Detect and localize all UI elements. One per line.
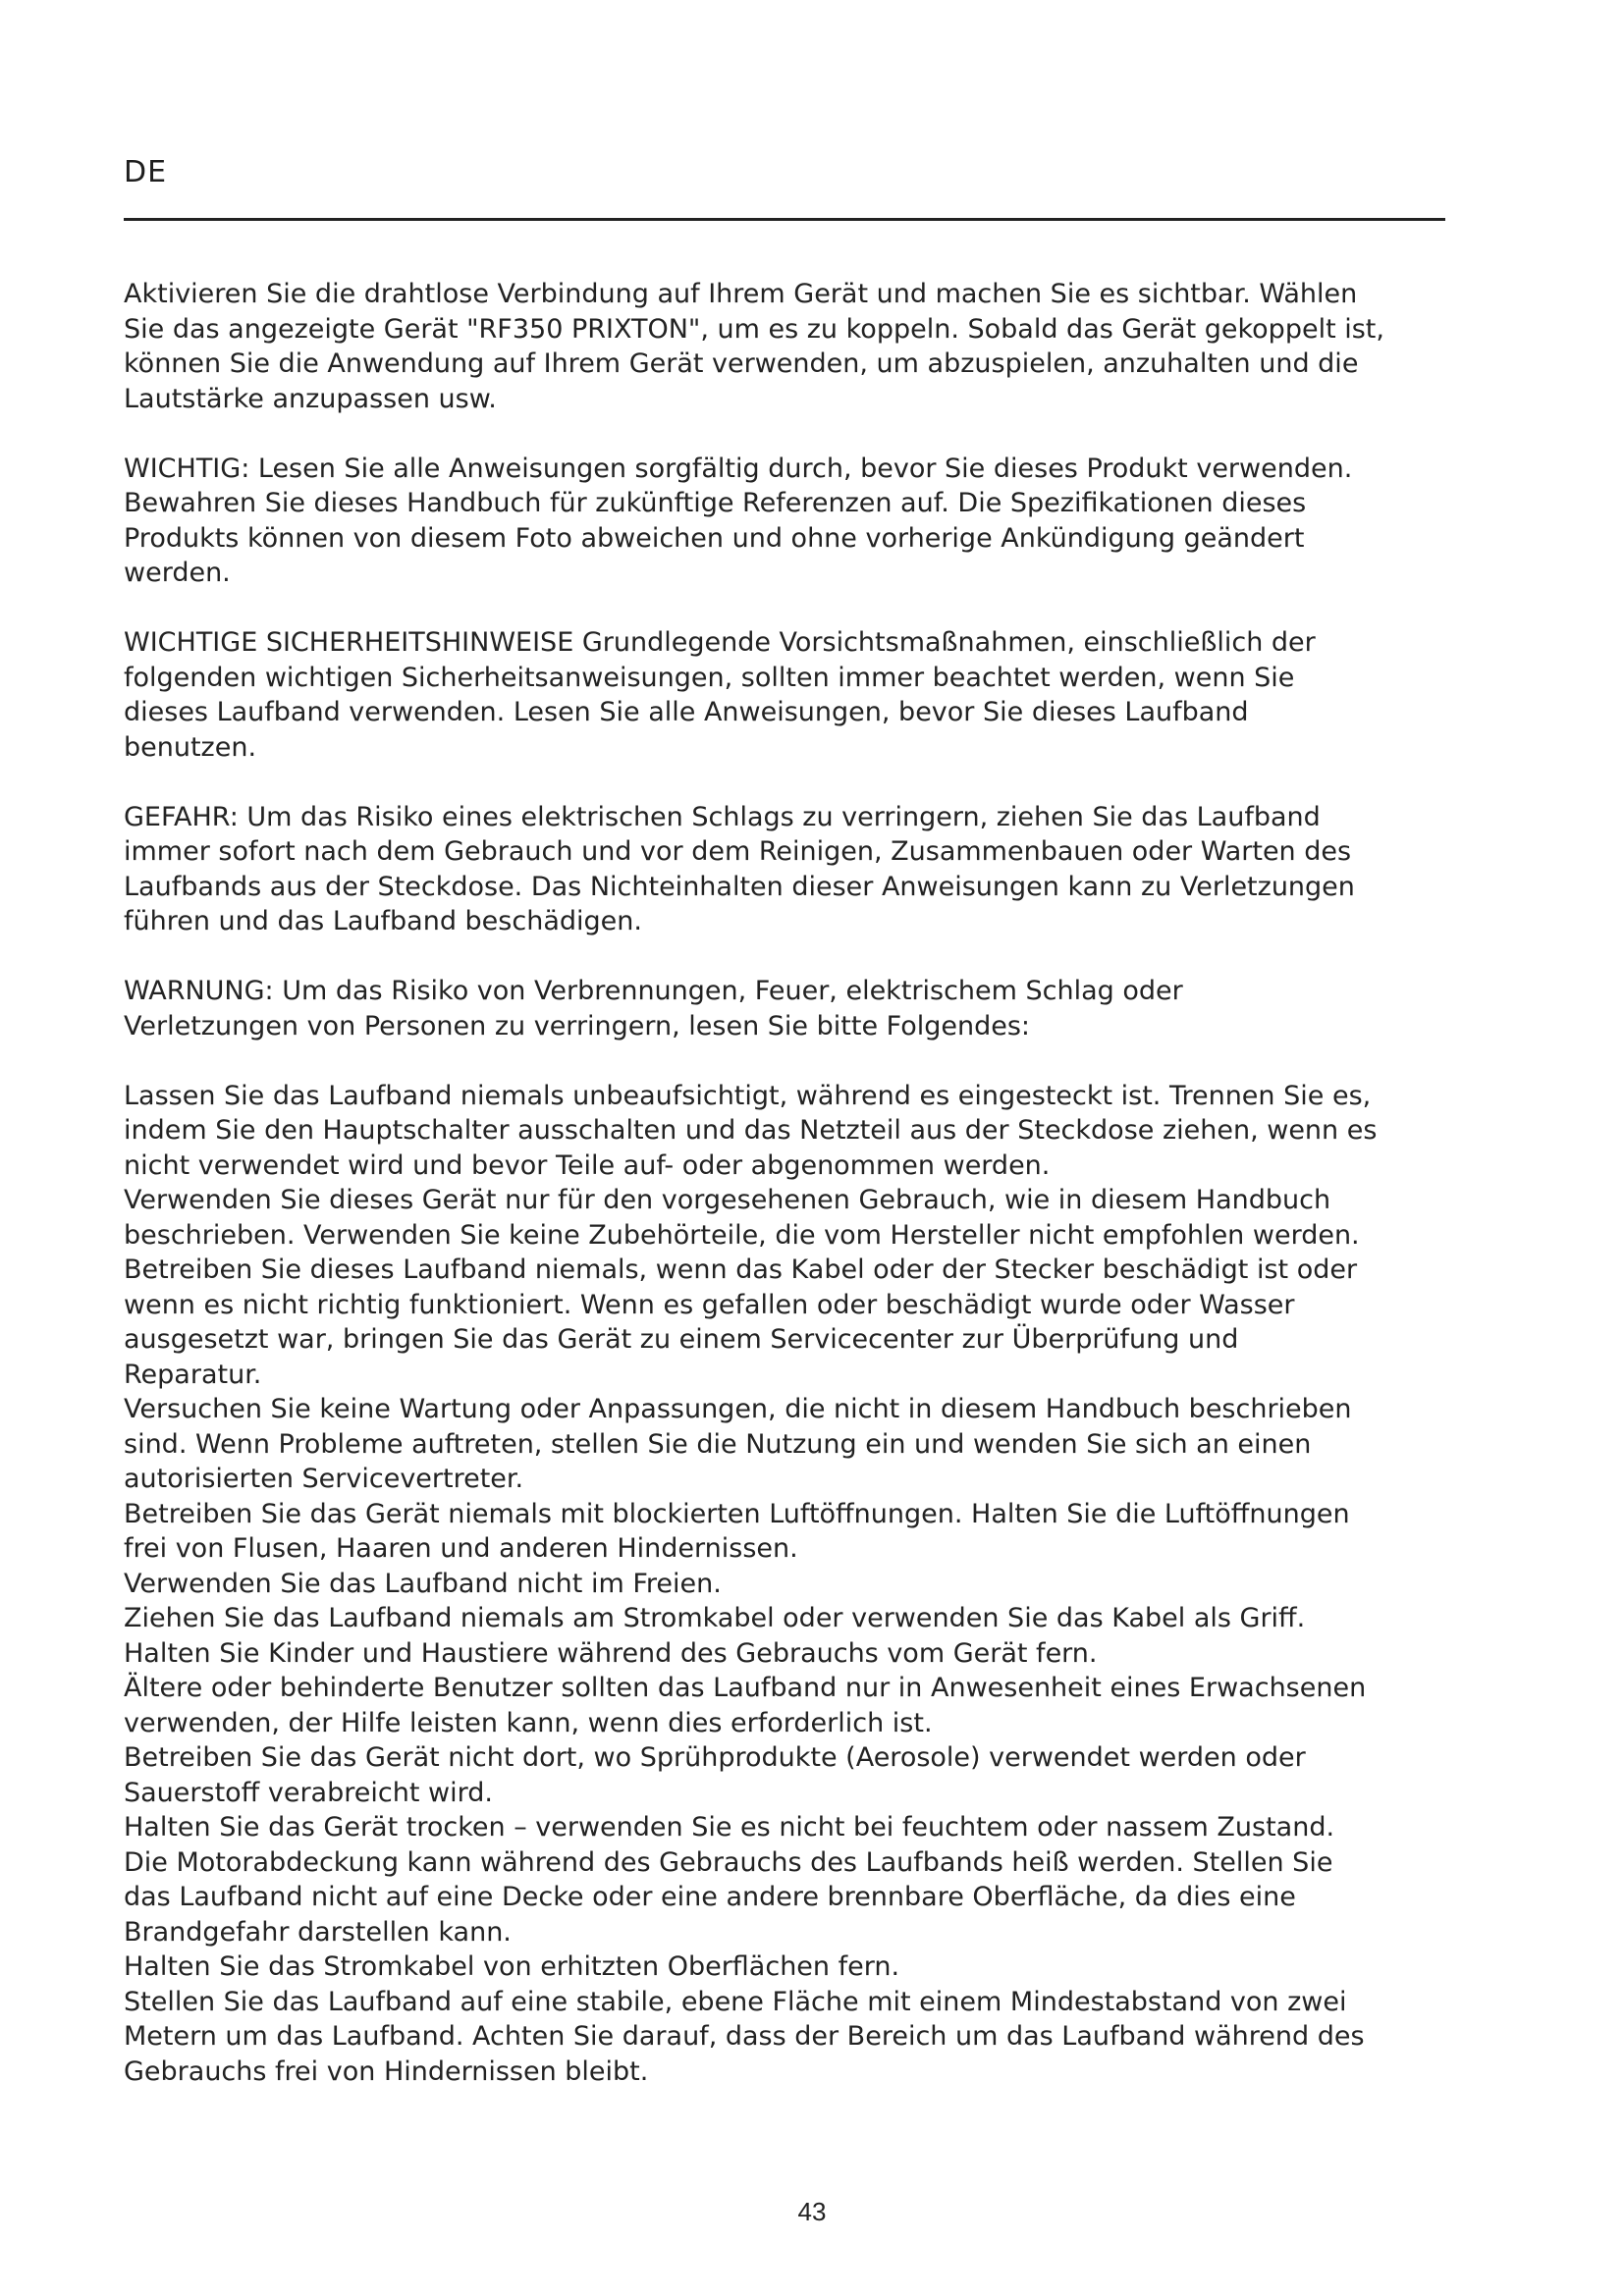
list-item [124,1740,1522,1810]
list-item [124,1079,1522,1184]
list-item [124,1497,1522,1567]
list-item [124,1392,1522,1497]
text-line: Betreiben Sie das Gerät nicht dort, wo Sprühprodukte (Aerosole) verwendet werden oder [124,1742,1306,1773]
list-item [124,1567,1522,1602]
paragraph-safety-instructions [124,625,1522,765]
text-line: Betreiben Sie das Gerät niemals mit blockierten Luftöffnungen. Halten Sie die Luftöffnungen [124,1498,1350,1529]
text-line: Produkts können von diesem Foto abweichen und ohne vorherige Ankündigung geändert [124,522,1305,554]
text-line: ausgesetzt war, bringen Sie das Gerät zu einem Servicecenter zur Überprüfung und [124,1324,1239,1355]
list-item [124,1985,1522,2090]
text-line: Aktivieren Sie die drahtlose Verbindung auf Ihrem Gerät und machen Sie es sichtbar. Wählen [124,279,1358,309]
text-line: Halten Sie das Stromkabel von erhitzten Oberflächen fern. [124,1951,900,1982]
paragraph-warning [124,974,1522,1043]
text-line: Laufbands aus der Steckdose. Das Nichteinhalten dieser Anweisungen kann zu Verletzungen [124,871,1355,902]
list-item [124,1810,1522,1845]
text-line: Metern um das Laufband. Achten Sie darauf, dass der Bereich um das Laufband während des [124,2021,1365,2052]
text-line: Lautstärke anzupassen usw. [124,383,497,414]
text-line: autorisierten Servicevertreter. [124,1464,524,1494]
text-line: frei von Flusen, Haaren und anderen Hindernissen. [124,1533,798,1564]
text-line: das Laufband nicht auf eine Decke oder eine andere brennbare Oberfläche, da dies eine [124,1882,1296,1912]
text-line: Lassen Sie das Laufband niemals unbeaufsichtigt, während es eingesteckt ist. Trennen Sie es, [124,1080,1372,1111]
text-line: Verletzungen von Personen zu verringern, lesen Sie bitte Folgendes: [124,1010,1030,1041]
text-line: Betreiben Sie dieses Laufband niemals, wenn das Kabel oder der Stecker beschädigt ist oder [124,1255,1358,1285]
text-line: Stellen Sie das Laufband auf eine stabile, ebene Fläche mit einem Mindestabstand von zwei [124,1986,1347,2017]
text-line: immer sofort nach dem Gebrauch und vor dem Reinigen, Zusammenbauen oder Warten des [124,836,1352,867]
text-line: Reparatur. [124,1359,262,1390]
text-line: Halten Sie Kinder und Haustiere während des Gebrauchs vom Gerät fern. [124,1637,1098,1669]
page-number: 43 [797,2197,827,2226]
text-line: benutzen. [124,731,257,763]
text-line: können Sie die Anwendung auf Ihrem Gerät verwenden, um abzuspielen, anzuhalten und die [124,348,1359,379]
text-line: wenn es nicht richtig funktioniert. Wenn es gefallen oder beschädigt wurde oder Wasser [124,1289,1295,1320]
paragraph-important [124,452,1522,591]
text-line: Bewahren Sie dieses Handbuch für zukünftige Referenzen auf. Die Spezifikationen dieses [124,488,1307,518]
header-divider [124,218,1445,221]
paragraph-bluetooth-pairing [124,277,1522,416]
text-line: indem Sie den Hauptschalter ausschalten und das Netzteil aus der Steckdose ziehen, wenn es [124,1115,1378,1146]
list-item [124,1671,1522,1740]
text-line: Halten Sie das Gerät trocken – verwenden Sie es nicht bei feuchtem oder nassem Zustand. [124,1812,1335,1842]
text-line: dieses Laufband verwenden. Lesen Sie alle Anweisungen, bevor Sie dieses Laufband [124,697,1249,727]
list-item [124,1601,1522,1636]
text-line: GEFAHR: Um das Risiko eines elektrischen Schlags zu verringern, ziehen Sie das Laufband [124,801,1321,832]
text-line: werden. [124,558,231,588]
language-label: DE [124,155,168,189]
text-line: Sie das angezeigte Gerät "RF350 PRIXTON", um es zu koppeln. Sobald das Gerät gekoppelt ist, [124,313,1384,345]
list-item [124,1949,1522,1985]
text-line: WICHTIG: Lesen Sie alle Anweisungen sorgfältig durch, bevor Sie dieses Produkt verwenden. [124,453,1353,484]
list-item [124,1183,1522,1253]
list-item [124,1845,1522,1950]
text-line: Versuchen Sie keine Wartung oder Anpassungen, die nicht in diesem Handbuch beschrieben [124,1394,1352,1424]
text-line: nicht verwendet wird und bevor Teile auf- oder abgenommen werden. [124,1149,1051,1181]
text-line: Verwenden Sie dieses Gerät nur für den vorgesehenen Gebrauch, wie in diesem Handbuch [124,1185,1331,1215]
text-line: folgenden wichtigen Sicherheitsanweisungen, sollten immer beachtet werden, wenn Sie [124,662,1295,693]
list-item [124,1636,1522,1672]
text-line: Die Motorabdeckung kann während des Gebrauchs des Laufbands heiß werden. Stellen Sie [124,1846,1333,1878]
text-line: Verwenden Sie das Laufband nicht im Freien. [124,1568,722,1599]
paragraph-danger [124,800,1522,939]
text-line: führen und das Laufband beschädigen. [124,906,642,936]
document-body [124,277,1522,2089]
list-item [124,1253,1522,1392]
text-line: WICHTIGE SICHERHEITSHINWEISE Grundlegende Vorsichtsmaßnahmen, einschließlich der [124,627,1316,658]
instruction-list [124,1079,1522,2090]
text-line: sind. Wenn Probleme auftreten, stellen Sie die Nutzung ein und wenden Sie sich an einen [124,1428,1312,1460]
text-line: Ältere oder behinderte Benutzer sollten das Laufband nur in Anwesenheit eines Erwachsenen [124,1673,1367,1703]
text-line: Ziehen Sie das Laufband niemals am Stromkabel oder verwenden Sie das Kabel als Griff. [124,1603,1306,1633]
text-line: Gebrauchs frei von Hindernissen bleibt. [124,2056,649,2087]
text-line: Sauerstoff verabreicht wird. [124,1777,493,1808]
text-line: WARNUNG: Um das Risiko von Verbrennungen, Feuer, elektrischem Schlag oder [124,976,1183,1006]
text-line: Brandgefahr darstellen kann. [124,1916,512,1948]
text-line: beschrieben. Verwenden Sie keine Zubehörteile, die vom Hersteller nicht empfohlen werden. [124,1219,1360,1251]
text-line: verwenden, der Hilfe leisten kann, wenn dies erforderlich ist. [124,1707,933,1738]
